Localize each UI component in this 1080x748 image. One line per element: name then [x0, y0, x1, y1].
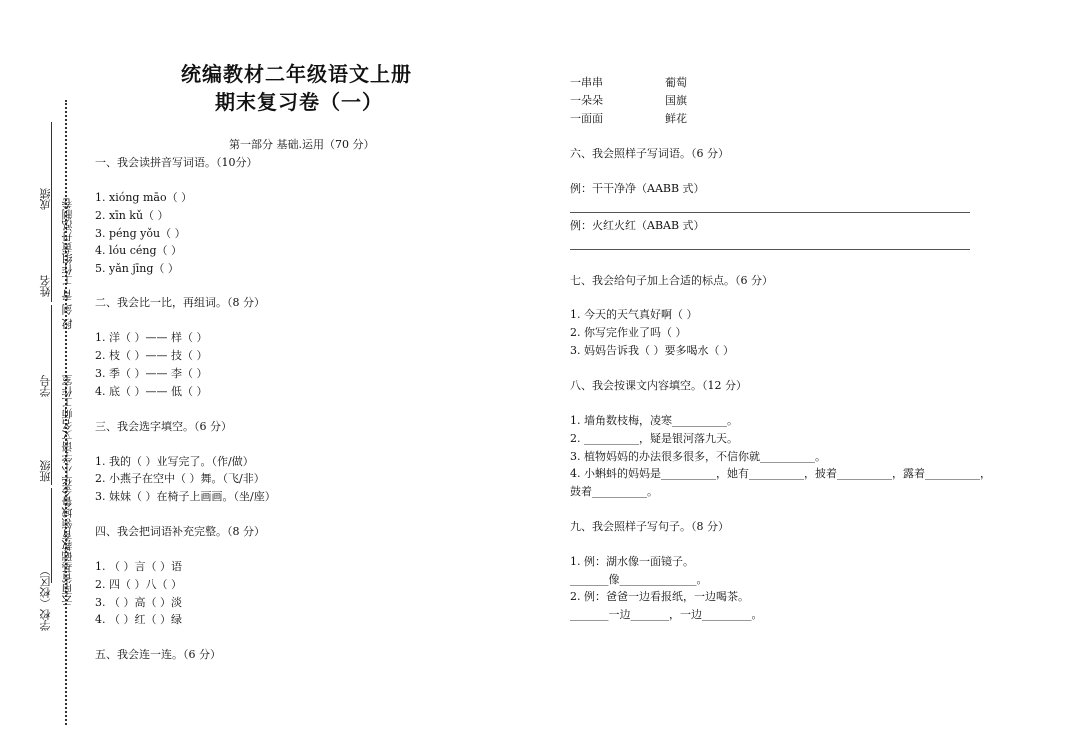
compare-item[interactable]: 4. 底（ ）—— 低（ ）	[95, 385, 208, 398]
credit-text-2: 云南省基础教育领域鲁金华小学语文名师工作室	[61, 375, 74, 606]
name-label: 姓名	[39, 275, 52, 297]
match-left-item[interactable]: 一朵朵	[570, 94, 603, 107]
text-fill-item[interactable]: 2. __________，疑是银河落九天。	[570, 432, 738, 445]
idiom-item[interactable]: 1. （ ）言（ ）语	[95, 560, 182, 573]
part-heading: 第一部分 基础.运用（70 分）	[229, 138, 375, 151]
pinyin-item[interactable]: 4. lóu céng（ ）	[95, 244, 183, 257]
student-id-label: 学号	[39, 375, 52, 397]
sentence-example: 2. 例：爸爸一边看报纸，一边喝茶。	[570, 590, 749, 603]
sentence-answer[interactable]: _______一边_______，一边_________。	[570, 608, 763, 621]
credit-text-1: 段 剑 青 工作组黄丹泓制卷	[61, 198, 74, 330]
fill-char-item[interactable]: 1. 我的（ ）业写完了。（作/做）	[95, 455, 254, 468]
student-id-field-line[interactable]	[51, 305, 52, 400]
section-9-heading: 九、我会照样子写句子。（8 分）	[570, 520, 729, 533]
answer-line[interactable]	[570, 212, 970, 213]
match-left-item[interactable]: 一串串	[570, 76, 603, 89]
match-left-item[interactable]: 一面面	[570, 112, 603, 125]
punctuation-item[interactable]: 1. 今天的天气真好啊（ ）	[570, 308, 698, 321]
school-field-line[interactable]	[51, 488, 52, 583]
idiom-item[interactable]: 3. （ ）高（ ）淡	[95, 596, 182, 609]
page-title: 统编教材二年级语文上册	[181, 62, 412, 86]
sentence-answer[interactable]: _______像______________。	[570, 573, 708, 586]
text-fill-item[interactable]: 1. 墙角数枝梅，凌寒__________。	[570, 414, 738, 427]
section-5-heading: 五、我会连一连。（6 分）	[95, 648, 221, 661]
section-6-heading: 六、我会照样子写词语。（6 分）	[570, 147, 729, 160]
text-fill-item[interactable]: 3. 植物妈妈的办法很多很多，不信你就__________。	[570, 450, 826, 463]
score-field-line[interactable]	[51, 122, 52, 212]
match-right-item[interactable]: 葡萄	[665, 76, 687, 89]
fill-char-item[interactable]: 3. 妹妹（ ）在椅子上画画。（坐/座）	[95, 490, 276, 503]
class-field-line[interactable]	[51, 400, 52, 485]
example-2: 例：火红火红（ABAB 式）	[570, 219, 705, 232]
pinyin-item[interactable]: 2. xīn kǔ（ ）	[95, 209, 169, 222]
text-fill-item[interactable]: 4. 小蝌蚪的妈妈是__________，她有__________，披着__________，露着__________，	[570, 467, 991, 480]
match-right-item[interactable]: 国旗	[665, 94, 687, 107]
idiom-item[interactable]: 2. 四（ ）八（ ）	[95, 578, 182, 591]
compare-item[interactable]: 2. 枝（ ）—— 技（ ）	[95, 349, 208, 362]
sentence-example: 1. 例：湖水像一面镜子。	[570, 555, 694, 568]
fill-char-item[interactable]: 2. 小燕子在空中（ ）舞。（飞/非）	[95, 472, 265, 485]
school-label: 学校（校区）	[39, 565, 52, 631]
section-7-heading: 七、我会给句子加上合适的标点。（6 分）	[570, 274, 773, 287]
page-subtitle: 期末复习卷（一）	[215, 90, 383, 114]
match-right-item[interactable]: 鲜花	[665, 112, 687, 125]
answer-line[interactable]	[570, 249, 970, 250]
text-fill-item[interactable]: 鼓着__________。	[570, 485, 658, 498]
pinyin-item[interactable]: 5. yǎn jīng（ ）	[95, 262, 179, 275]
compare-item[interactable]: 3. 季（ ）—— 李（ ）	[95, 367, 208, 380]
compare-item[interactable]: 1. 洋（ ）—— 样（ ）	[95, 331, 208, 344]
section-2-heading: 二、我会比一比，再组词。（8 分）	[95, 296, 265, 309]
section-1-heading: 一、我会读拼音写词语。（10分）	[95, 156, 258, 169]
idiom-item[interactable]: 4. （ ）红（ ）绿	[95, 613, 182, 626]
pinyin-item[interactable]: 3. péng yǒu（ ）	[95, 227, 186, 240]
section-3-heading: 三、我会选字填空。（6 分）	[95, 420, 232, 433]
section-8-heading: 八、我会按课文内容填空。（12 分）	[570, 379, 747, 392]
pinyin-item[interactable]: 1. xióng māo（ ）	[95, 191, 193, 204]
example-1: 例：干干净净（AABB 式）	[570, 182, 705, 195]
name-field-line[interactable]	[51, 212, 52, 302]
section-4-heading: 四、我会把词语补充完整。（8 分）	[95, 525, 265, 538]
class-label: 班级	[39, 460, 52, 482]
punctuation-item[interactable]: 2. 你写完作业了吗（ ）	[570, 326, 687, 339]
punctuation-item[interactable]: 3. 妈妈告诉我（ ）要多喝水（ ）	[570, 344, 734, 357]
score-label: 成绩	[39, 188, 52, 210]
